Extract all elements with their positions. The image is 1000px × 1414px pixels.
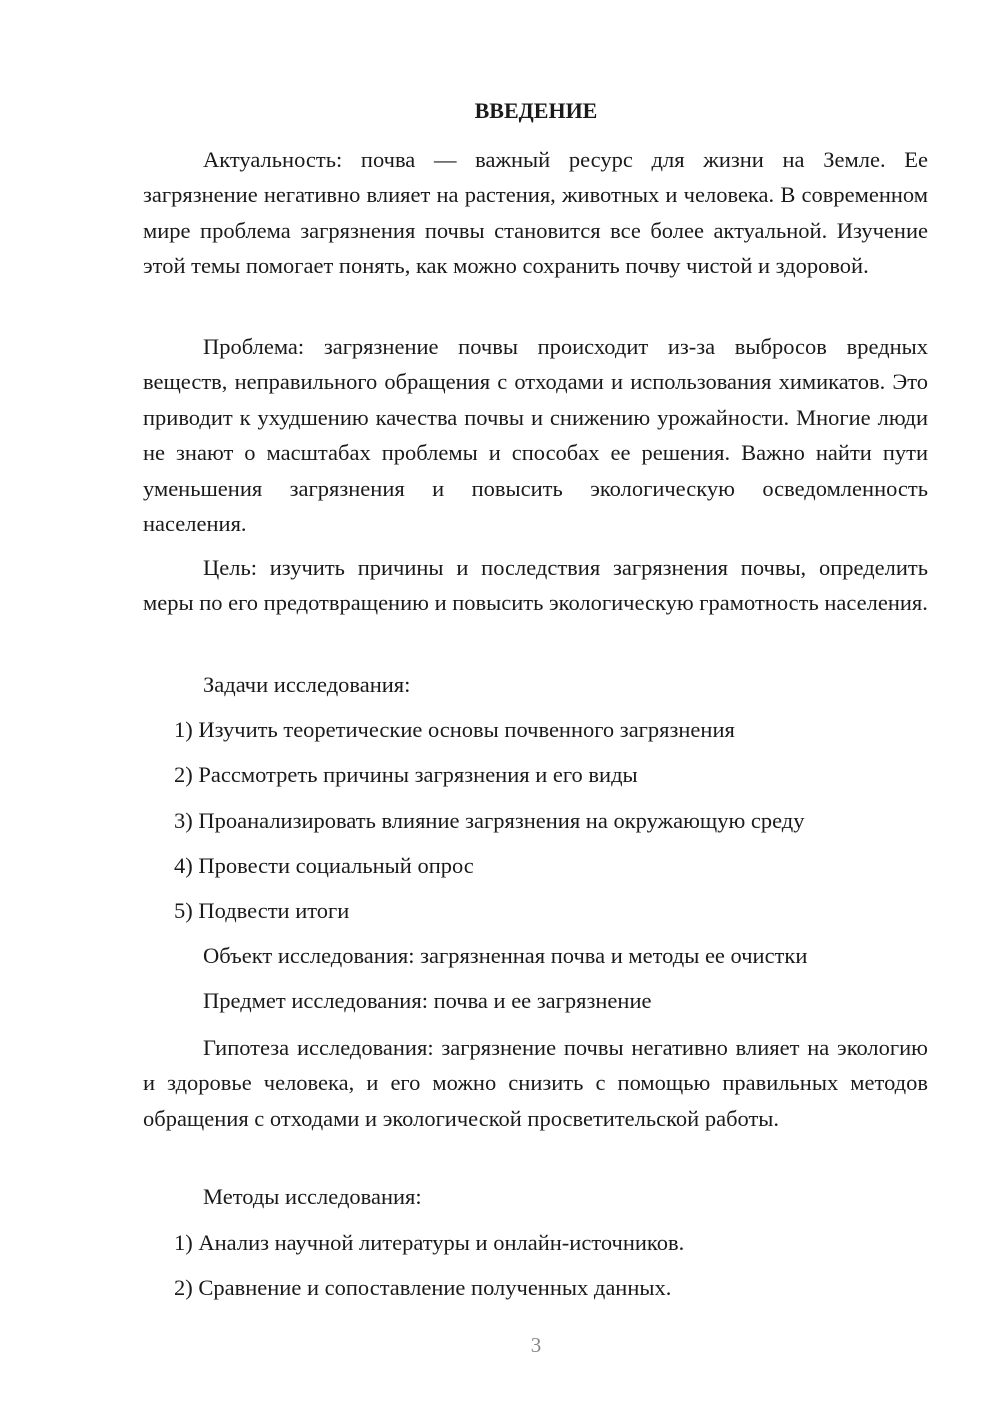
method-item-2: 2) Сравнение и сопоставление полученных данных. xyxy=(174,1275,672,1300)
relevance-paragraph: Актуальность: почва — важный ресурс для жизни на Земле. Ее загрязнение негативно влияет на растения, животных и человека. В современном мире проблема загрязнения почвы становится все более актуальной. Изучение этой темы помогает понять, как можно сохранить почву чистой и здоровой. xyxy=(143,147,928,279)
task-item-4: 4) Провести социальный опрос xyxy=(174,853,474,878)
tasks-heading: Задачи исследования: xyxy=(203,672,411,697)
task-item-1: 1) Изучить теоретические основы почвенного загрязнения xyxy=(174,717,735,742)
page-number: 3 xyxy=(530,1333,542,1357)
method-item-1: 1) Анализ научной литературы и онлайн-источников. xyxy=(174,1230,685,1255)
hypothesis-paragraph: Гипотеза исследования: загрязнение почвы негативно влияет на экологию и здоровье человека, и его можно снизить с помощью правильных методов обращения с отходами и экологической просветительской работы. xyxy=(143,1035,928,1131)
problem-paragraph: Проблема: загрязнение почвы происходит из-за выбросов вредных веществ, неправильного обращения с отходами и использования химикатов. Это приводит к ухудшению качества почвы и снижению урожайности. Многие люди не знают о масштабах проблемы и способах ее решения. Важно найти пути уменьшения загрязнения и повысить экологическую осведомленность населения. xyxy=(143,334,928,537)
goal-paragraph: Цель: изучить причины и последствия загрязнения почвы, определить меры по его предотвращению и повысить экологическую грамотность населения. xyxy=(143,555,928,616)
research-object: Объект исследования: загрязненная почва и методы ее очистки xyxy=(203,943,808,968)
page-title: ВВЕДЕНИЕ xyxy=(474,98,598,123)
task-item-3: 3) Проанализировать влияние загрязнения на окружающую среду xyxy=(174,808,805,833)
methods-heading: Методы исследования: xyxy=(203,1184,422,1209)
task-item-2: 2) Рассмотреть причины загрязнения и его виды xyxy=(174,762,638,787)
research-subject: Предмет исследования: почва и ее загрязнение xyxy=(203,988,652,1013)
task-item-5: 5) Подвести итоги xyxy=(174,898,350,923)
